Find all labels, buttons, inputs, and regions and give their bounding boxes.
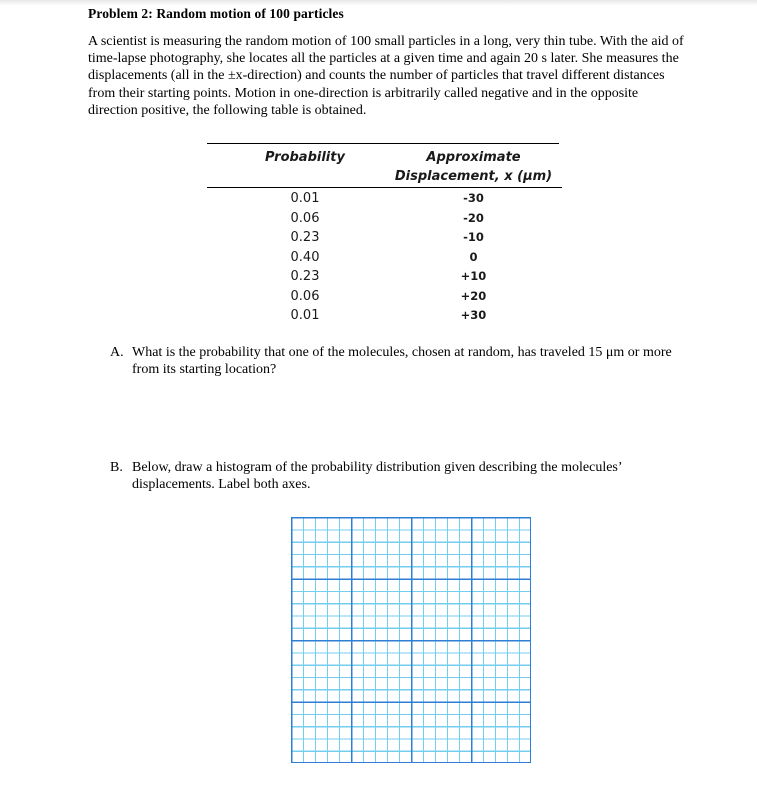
- cell-displacement: 0: [469, 249, 478, 264]
- table-row: [207, 250, 562, 270]
- question-a-text: What is the probability that one of the molecules, chosen at random, has traveled 15 μm or more from its starting location?: [132, 345, 672, 378]
- question-b-letter: B.: [110, 460, 123, 475]
- cell-displacement: +20: [460, 288, 487, 303]
- cell-displacement: -20: [463, 210, 484, 225]
- column-header-displacement: [385, 148, 562, 186]
- table-header-rule: [207, 187, 562, 188]
- column-header-displacement-line1: Approximate: [426, 150, 521, 165]
- page-title: Problem 2: Random motion of 100 particles: [88, 6, 344, 21]
- graph-paper-grid: [291, 517, 531, 763]
- cell-probability: 0.01: [290, 308, 320, 323]
- question-a-letter: A.: [110, 345, 124, 360]
- table-header-row: [207, 145, 562, 187]
- table-row: [207, 230, 562, 250]
- cell-probability: 0.40: [290, 249, 320, 265]
- cell-displacement: -30: [463, 191, 484, 205]
- histogram-graph-paper[interactable]: [291, 517, 531, 763]
- table-row: [207, 308, 562, 328]
- cell-displacement: +30: [460, 308, 487, 322]
- cell-probability: 0.23: [290, 269, 320, 284]
- question-b-text: Below, draw a histogram of the probability distribution given describing the molecules’ displacements. Label both axes.: [132, 460, 622, 493]
- table-row: [207, 211, 562, 231]
- table-row: [207, 191, 562, 211]
- table-row: [207, 269, 562, 289]
- table-body: [207, 191, 562, 328]
- cell-probability: 0.01: [290, 191, 320, 206]
- cell-displacement: +10: [460, 269, 487, 283]
- column-header-displacement-line2: Displacement, x (μm): [394, 169, 553, 184]
- cell-probability: 0.23: [290, 230, 320, 245]
- table-row: [207, 289, 562, 309]
- cell-probability: 0.06: [290, 210, 320, 226]
- column-header-probability: Probability: [265, 150, 345, 165]
- intro-paragraph: A scientist is measuring the random motion of 100 small particles in a long, very thin tube. With the aid of time-lapse photography, she locates all the particles at a given time and again 20 s later. She measures the displacements (all in the ±x-direction) and counts the number of particles that travel different distances from their starting points. Motion in one-direction is arbitrarily called negative and in the opposite direction positive, the following table is obtained.: [88, 34, 684, 118]
- cell-probability: 0.06: [290, 288, 320, 304]
- cell-displacement: -10: [463, 230, 484, 244]
